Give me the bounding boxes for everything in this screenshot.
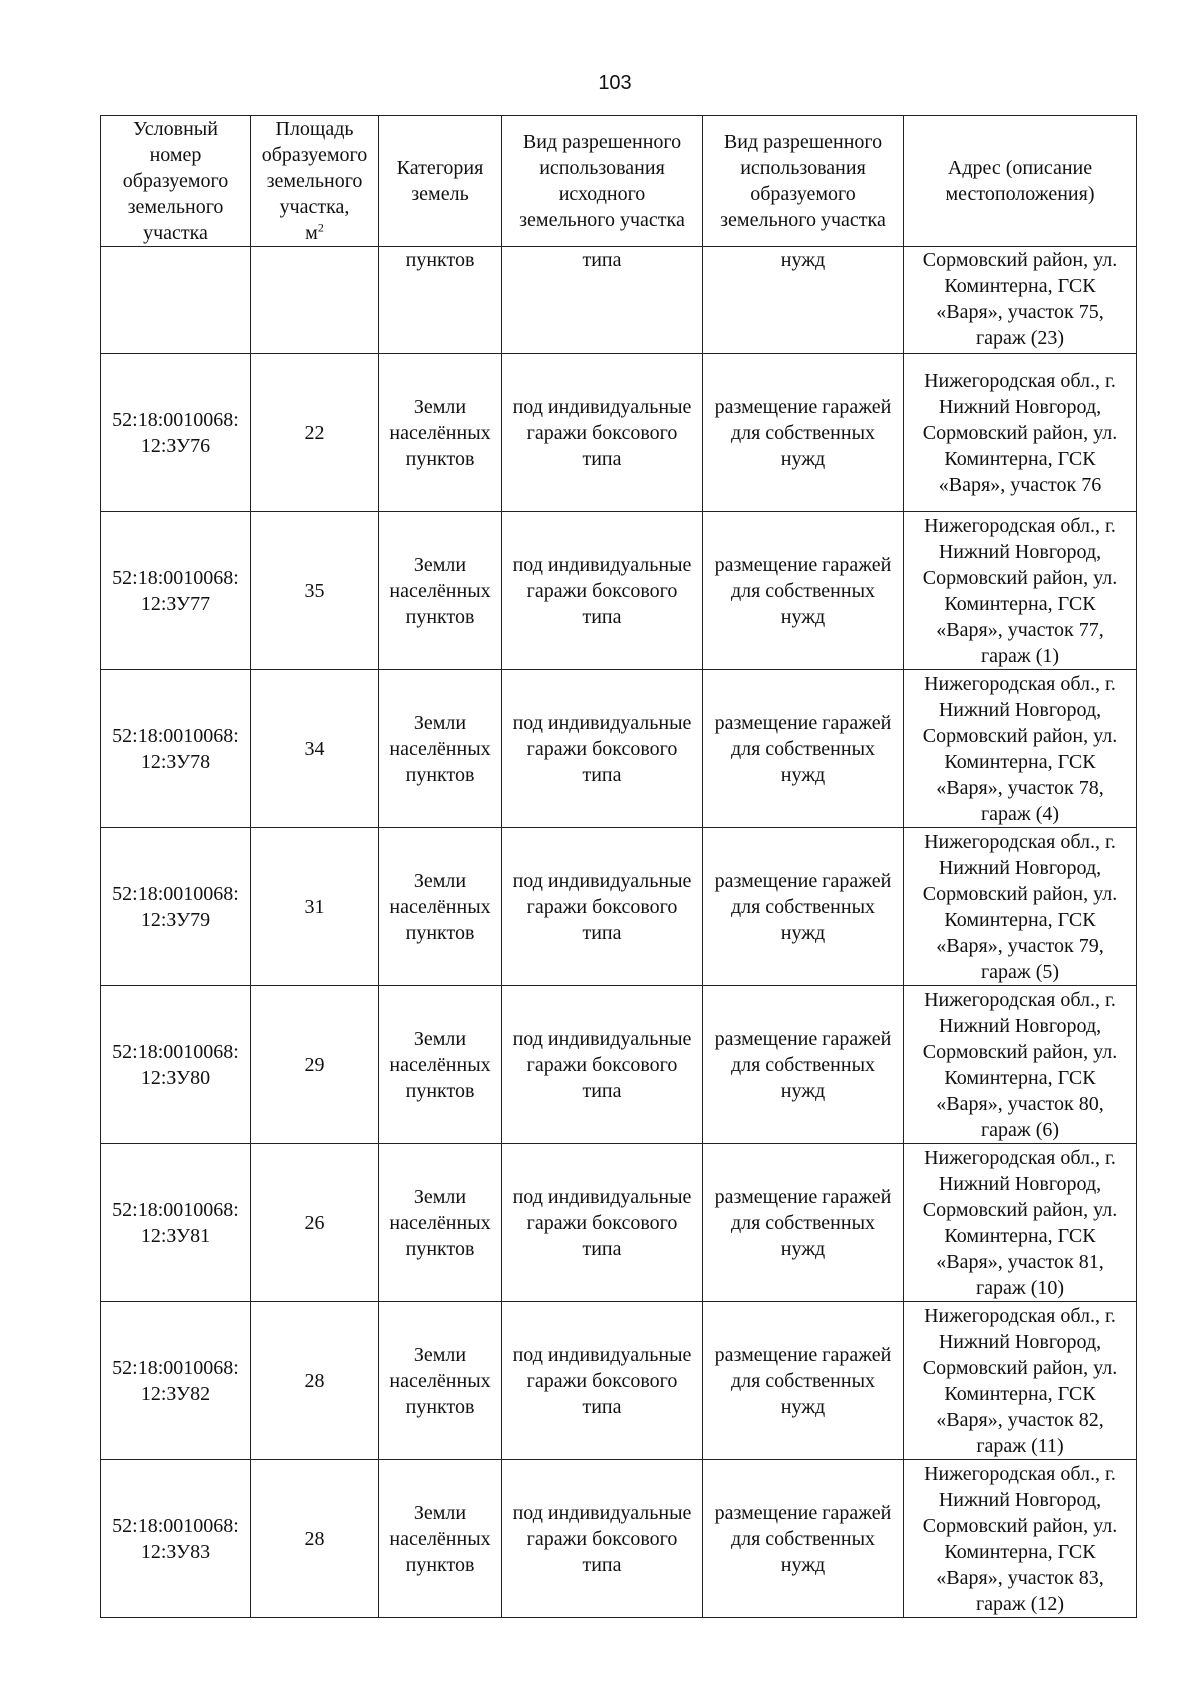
cell-plot-number: 52:18:0010068: 12:ЗУ83 bbox=[101, 1460, 251, 1618]
cell-area: 28 bbox=[251, 1302, 379, 1460]
header-address: Адрес (описание местоположения) bbox=[904, 116, 1137, 247]
cell-area: 22 bbox=[251, 354, 379, 512]
cell-source-use: типа bbox=[502, 247, 703, 354]
cell-address: Сормовский район, ул. Коминтерна, ГСК «Варя», участок 75, гараж (23) bbox=[904, 247, 1137, 354]
table-row bbox=[101, 1302, 1137, 1460]
cell-address: Нижегородская обл., г. Нижний Новгород, Сормовский район, ул. Коминтерна, ГСК «Варя», участок 76 bbox=[904, 354, 1137, 512]
cell-category: пунктов bbox=[379, 247, 502, 354]
table-row bbox=[101, 986, 1137, 1144]
cell-source-use: под индивидуальные гаражи боксового типа bbox=[502, 670, 703, 828]
table-row-continuation bbox=[101, 247, 1137, 354]
cell-land-category: Земли населённых пунктов bbox=[379, 354, 502, 512]
table-row bbox=[101, 354, 1137, 512]
cell-source-use: под индивидуальные гаражи боксового типа bbox=[502, 512, 703, 670]
cell-area bbox=[251, 247, 379, 354]
cell-land-category: Земли населённых пунктов bbox=[379, 1144, 502, 1302]
cell-address: Нижегородская обл., г. Нижний Новгород, Сормовский район, ул. Коминтерна, ГСК «Варя», участок 77, гараж (1) bbox=[904, 512, 1137, 670]
cell-address: Нижегородская обл., г. Нижний Новгород, Сормовский район, ул. Коминтерна, ГСК «Варя», участок 80, гараж (6) bbox=[904, 986, 1137, 1144]
land-plots-table bbox=[100, 115, 1137, 1618]
cell-source-use: под индивидуальные гаражи боксового типа bbox=[502, 1302, 703, 1460]
cell-target-use: нужд bbox=[703, 247, 904, 354]
table-row bbox=[101, 1144, 1137, 1302]
cell-area: 35 bbox=[251, 512, 379, 670]
cell-plot-number: 52:18:0010068: 12:ЗУ81 bbox=[101, 1144, 251, 1302]
header-plot-number: Условный номер образуемого земельного участка bbox=[101, 116, 251, 247]
cell-target-use: размещение гаражей для собственных нужд bbox=[703, 512, 904, 670]
cell-target-use: размещение гаражей для собственных нужд bbox=[703, 986, 904, 1144]
header-target-permitted-use: Вид разрешенного использования образуемого земельного участка bbox=[703, 116, 904, 247]
cell-address: Нижегородская обл., г. Нижний Новгород, Сормовский район, ул. Коминтерна, ГСК «Варя», участок 83, гараж (12) bbox=[904, 1460, 1137, 1618]
table-row bbox=[101, 670, 1137, 828]
cell-address: Нижегородская обл., г. Нижний Новгород, Сормовский район, ул. Коминтерна, ГСК «Варя», участок 81, гараж (10) bbox=[904, 1144, 1137, 1302]
cell-target-use: размещение гаражей для собственных нужд bbox=[703, 1302, 904, 1460]
table-row bbox=[101, 1460, 1137, 1618]
cell-area: 34 bbox=[251, 670, 379, 828]
cell-target-use: размещение гаражей для собственных нужд bbox=[703, 354, 904, 512]
cell-source-use: под индивидуальные гаражи боксового типа bbox=[502, 354, 703, 512]
cell-address: Нижегородская обл., г. Нижний Новгород, Сормовский район, ул. Коминтерна, ГСК «Варя», участок 79, гараж (5) bbox=[904, 828, 1137, 986]
cell-source-use: под индивидуальные гаражи боксового типа bbox=[502, 986, 703, 1144]
cell-plot-number: 52:18:0010068: 12:ЗУ77 bbox=[101, 512, 251, 670]
cell-land-category: Земли населённых пунктов bbox=[379, 1302, 502, 1460]
cell-address: Нижегородская обл., г. Нижний Новгород, Сормовский район, ул. Коминтерна, ГСК «Варя», участок 82, гараж (11) bbox=[904, 1302, 1137, 1460]
cell-plot-number: 52:18:0010068: 12:ЗУ80 bbox=[101, 986, 251, 1144]
cell-area: 29 bbox=[251, 986, 379, 1144]
area-unit-superscript: 2 bbox=[317, 220, 324, 235]
header-source-permitted-use: Вид разрешенного использования исходного земельного участка bbox=[502, 116, 703, 247]
cell-plot-number: 52:18:0010068: 12:ЗУ78 bbox=[101, 670, 251, 828]
cell-land-category: Земли населённых пунктов bbox=[379, 670, 502, 828]
table-row bbox=[101, 512, 1137, 670]
cell-number bbox=[101, 247, 251, 354]
cell-source-use: под индивидуальные гаражи боксового типа bbox=[502, 828, 703, 986]
cell-area: 28 bbox=[251, 1460, 379, 1618]
header-land-category: Категория земель bbox=[379, 116, 502, 247]
cell-source-use: под индивидуальные гаражи боксового типа bbox=[502, 1460, 703, 1618]
page-number: 103 bbox=[598, 72, 632, 94]
cell-plot-number: 52:18:0010068: 12:ЗУ79 bbox=[101, 828, 251, 986]
cell-plot-number: 52:18:0010068: 12:ЗУ76 bbox=[101, 354, 251, 512]
cell-plot-number: 52:18:0010068: 12:ЗУ82 bbox=[101, 1302, 251, 1460]
cell-target-use: размещение гаражей для собственных нужд bbox=[703, 1460, 904, 1618]
cell-land-category: Земли населённых пунктов bbox=[379, 1460, 502, 1618]
cell-target-use: размещение гаражей для собственных нужд bbox=[703, 828, 904, 986]
cell-address: Нижегородская обл., г. Нижний Новгород, Сормовский район, ул. Коминтерна, ГСК «Варя», участок 78, гараж (4) bbox=[904, 670, 1137, 828]
cell-land-category: Земли населённых пунктов bbox=[379, 986, 502, 1144]
cell-target-use: размещение гаражей для собственных нужд bbox=[703, 1144, 904, 1302]
cell-land-category: Земли населённых пунктов bbox=[379, 828, 502, 986]
cell-land-category: Земли населённых пунктов bbox=[379, 512, 502, 670]
cell-target-use: размещение гаражей для собственных нужд bbox=[703, 670, 904, 828]
table-row bbox=[101, 828, 1137, 986]
cell-area: 26 bbox=[251, 1144, 379, 1302]
cell-source-use: под индивидуальные гаражи боксового типа bbox=[502, 1144, 703, 1302]
header-area: Площадь образуемого земельного участка, $м^2$ bbox=[251, 116, 379, 247]
cell-area: 31 bbox=[251, 828, 379, 986]
table-header-row bbox=[101, 116, 1137, 247]
